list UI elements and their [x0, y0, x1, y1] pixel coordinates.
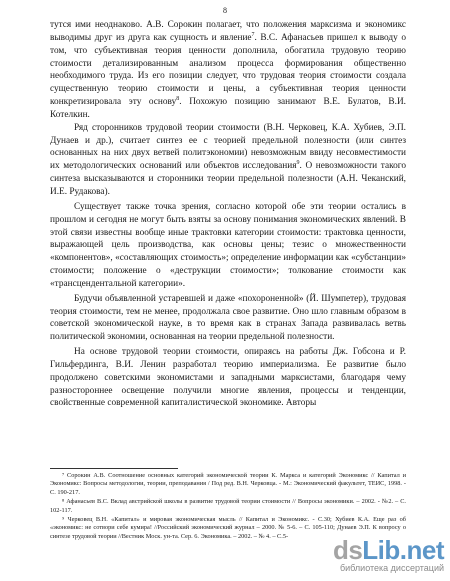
paragraph: [50, 346, 406, 410]
paragraph-text: Ряд сторонников трудовой теории стоимости (В.Н. Черковец, К.А. Хубиев, Э.П. Дунаев и др.), считает синтез ее с теорией предельной полезности (или синтез основанных на них двух ветвей политэкономии) невозможным ввиду несовместимости их методологических оснований или объектов исследования: [50, 122, 406, 172]
paragraph: [50, 293, 406, 344]
paragraph: [50, 19, 406, 122]
paragraph-text: . О невозможности такого синтеза высказываются и сторонники теории предельной полезности (А.Н. Чеканский, И.Е. Рудакова).: [50, 161, 406, 197]
paragraph: [50, 201, 406, 291]
footnote: ⁹ Черковец В.Н. «Капитал» и мировая экономическая мысль // Капитал и Экономикс. - С.30; Хубиев К.А. Еще раз об «экономикс: не сотвори себе кумира! //Российский экономический журнал – 2000. № 5-6. – С. 105-110; Дунаев Э.П. К вопросу о синтезе трудовой теории //Вестник Моск. ун-та. Сер. 6. Экономика. – 2002. – № 4. – С.5-: [50, 516, 406, 540]
footnotes: [50, 472, 406, 542]
footnote-ref: 8: [176, 95, 180, 102]
paragraph-text: На основе трудовой теории стоимости, опираясь на работы Дж. Гобсона и Р. Гильфердинга, В.И. Ленин разработал теорию империализма. Ее развитие было продолжено советскими экономистами и западными марксистами, благодаря чему разностороннее освещение получили многие явления, процессы и тенденции, свойственные современной капиталистической экономике. Авторы: [50, 347, 406, 409]
footnote-separator: [50, 468, 178, 469]
paragraph-text: . Похожую позицию занимают В.Е. Булатов, В.И. Котелкин.: [50, 97, 406, 120]
logo-subtitle: библиотека диссертаций: [339, 563, 444, 573]
paragraph-text: Существует также точка зрения, согласно которой обе эти теории остались в прошлом и сегодня не могут быть взяты за основу понимания экономических явлений. В этой связи известны вообще иные трактовки категории стоимости: трактовка ценности, выражающей цель производства, как основы цены; тезис о множественности «компонентов», «составляющих стоимость»; определение информации как «субстанции» стоимости; положение о «деструкции стоимости»; толкование стоимости как «трансцендентальной категории».: [50, 201, 406, 289]
dslib-watermark-logo: [326, 537, 444, 575]
footnote: ⁷ Сорокин А.В. Соотношение основных категорий экономической теории К. Маркса и категорий Экономикс // Капитал и Экономикс: Вопросы методологии, теории, преподавания / Под ред. В.Н. Черковца. - М.: Экономический факультет, ТЕИС, 1998. - С. 190-217.: [50, 472, 406, 496]
paragraph: [50, 122, 406, 199]
footnote-ref: 7: [251, 31, 255, 38]
page-number: 8: [223, 6, 227, 15]
footnote-ref: 9: [296, 160, 300, 167]
paragraph-text: . В.С. Афанасьев пришел к выводу о том, что субъективная теория ценности дополнила, обогатила трудовую теорию стоимости детализированным анализом процесса формирования общественно необходимого труда. Из его позиции следует, что трудовая теория стоимости создала существенную теорию стоимости и цены, а субъективная теория ценности конкретизировала эту основу: [50, 32, 406, 108]
logo-wordmark: dsLib.net: [332, 535, 444, 565]
paragraph-text: Будучи объявленной устаревшей и даже «похороненной» (Й. Шумпетер), трудовая теория стоимости, тем не менее, продолжала свое развитие. Оно шло главным образом в советской экономической науке, в то время как в странах Запада развивалась ветвь политической экономии, основанная на теории предельной полезности.: [50, 293, 406, 343]
footnote: ⁸ Афанасьев В.С. Вклад австрийской школы в развитие трудовой теории стоимости // Вопросы экономики. – 2002. - №2. – С. 102-117.: [50, 498, 406, 514]
paragraph-text: тутся ими неоднаковo. А.В. Сорокин полагает, что положения марксизма и экономикс выводимы друг из друга как сущность и явление: [50, 20, 406, 43]
main-text: [50, 19, 406, 410]
